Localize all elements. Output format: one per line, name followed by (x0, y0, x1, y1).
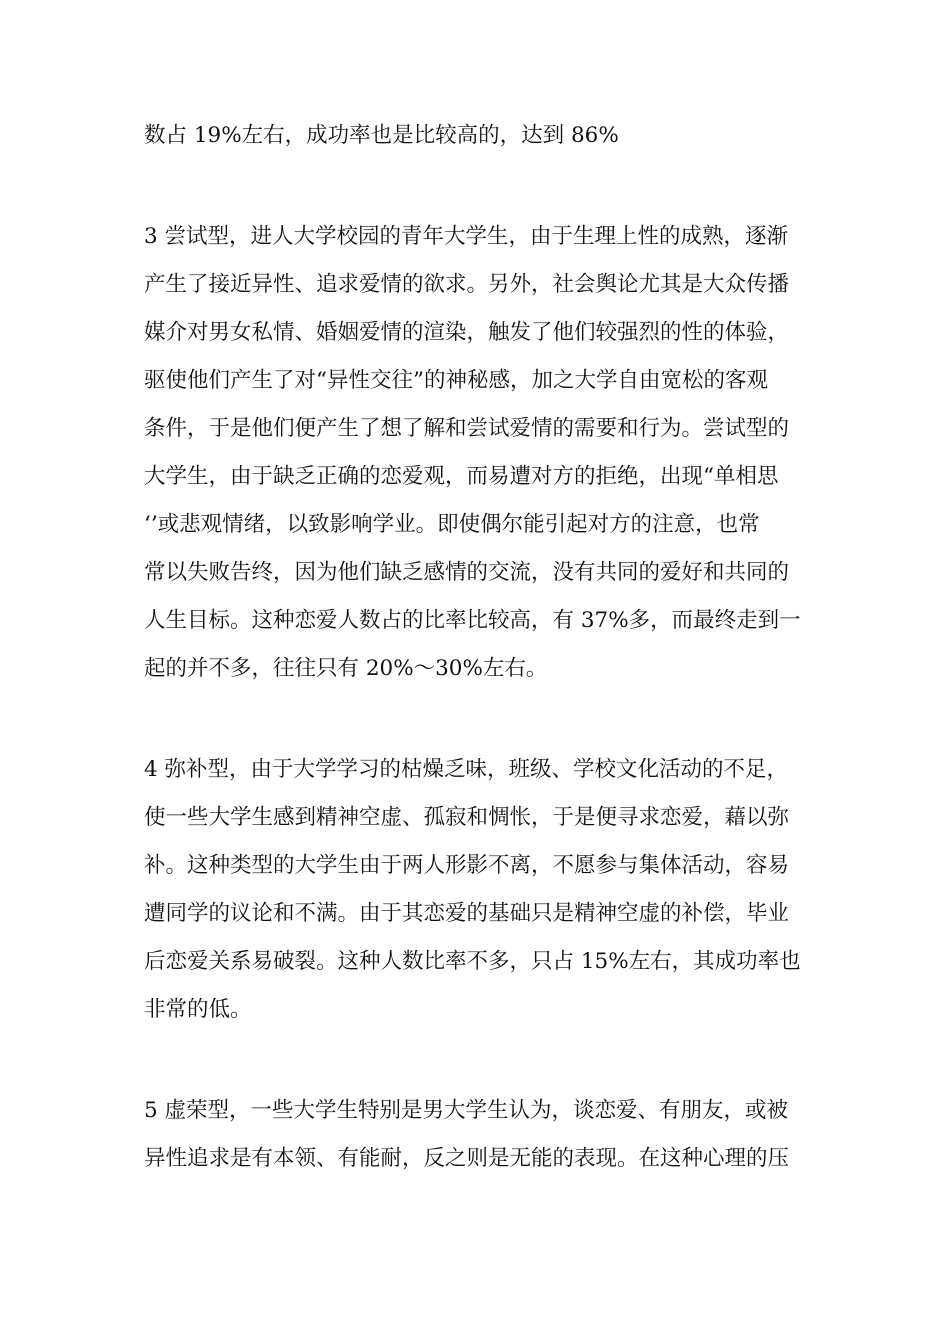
paragraph-2-line-2: 产生了接近异性、追求爱情的欲求。另外，社会舆论尤其是大众传播 (144, 272, 790, 297)
paragraph-2-line-6: 大学生，由于缺乏正确的恋爱观，而易遭对方的拒绝，出现“单相思 (144, 464, 779, 489)
paragraph-2-line-4: 驱使他们产生了对“异性交往”的神秘感，加之大学自由宽松的客观 (144, 368, 768, 393)
paragraph-2-line-9: 人生目标。这种恋爱人数占的比率比较高，有 37%多，而最终走到一 (144, 608, 801, 633)
paragraph-3-line-5: 后恋爱关系易破裂。这种人数比率不多，只占 15%左右，其成功率也 (144, 949, 801, 974)
paragraph-2-line-5: 条件，于是他们便产生了想了解和尝试爱情的需要和行为。尝试型的 (144, 416, 790, 441)
paragraph-2-line-1: 3 尝试型，进人大学校园的青年大学生，由于生理上性的成熟，逐渐 (144, 224, 789, 249)
paragraph-3-line-1: 4 弥补型，由于大学学习的枯燥乏味，班级、学校文化活动的不足， (144, 757, 789, 782)
paragraph-4-line-2: 异性追求是有本领、有能耐，反之则是无能的表现。在这种心理的压 (144, 1146, 790, 1171)
paragraph-2-line-3: 媒介对男女私情、婚姻爱情的渲染，触发了他们较强烈的性的体验， (144, 320, 790, 345)
paragraph-1-line-1: 数占 19%左右，成功率也是比较高的，达到 86% (144, 123, 619, 148)
paragraph-2-line-10: 起的并不多，往往只有 20%～30%左右。 (144, 656, 548, 681)
paragraph-3-line-3: 补。这种类型的大学生由于两人形影不离，不愿参与集体活动，容易 (144, 853, 790, 878)
paragraph-3-line-2: 使一些大学生感到精神空虚、孤寂和惆怅，于是便寻求恋爱，藉以弥 (144, 805, 790, 830)
paragraph-2-line-7: ‘’或悲观情绪，以致影响学业。即使偶尔能引起对方的注意，也常 (144, 512, 760, 537)
paragraph-4-line-1: 5 虚荣型，一些大学生特别是男大学生认为，谈恋爱、有朋友，或被 (144, 1098, 789, 1123)
paragraph-3-line-6: 非常的低。 (144, 997, 252, 1022)
paragraph-2-line-8: 常以失败告终，因为他们缺乏感情的交流，没有共同的爱好和共同的 (144, 560, 790, 585)
paragraph-3-line-4: 遭同学的议论和不满。由于其恋爱的基础只是精神空虚的补偿，毕业 (144, 901, 790, 926)
